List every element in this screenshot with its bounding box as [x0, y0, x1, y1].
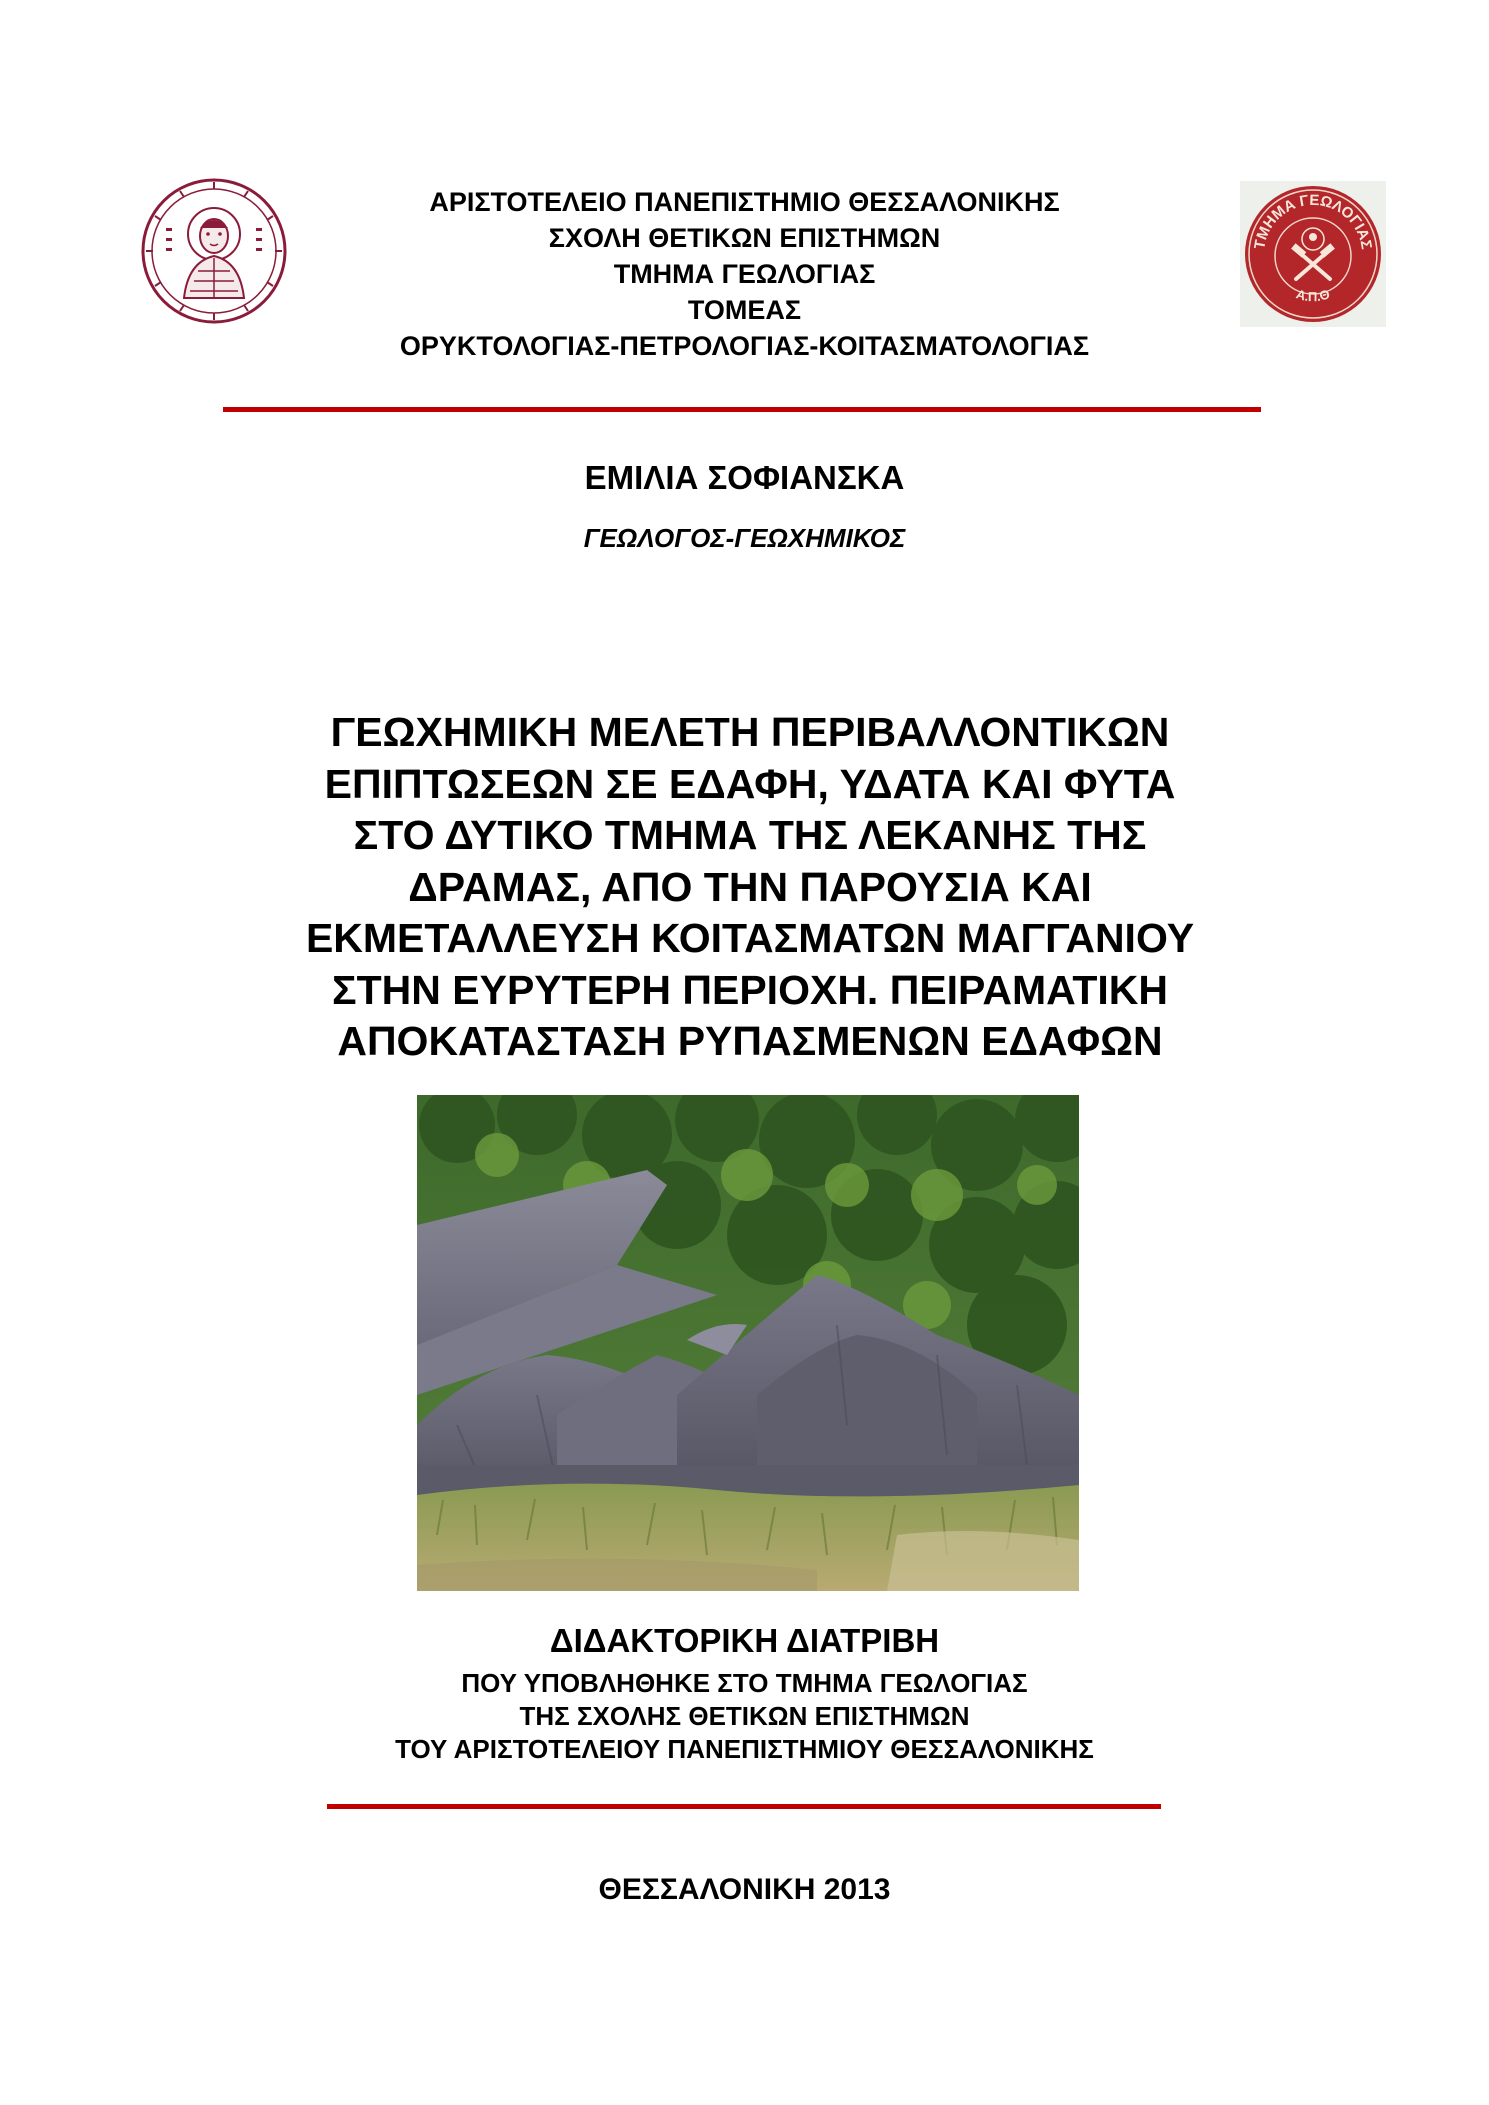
title-line: ΕΠΙΠΤΩΣΕΩΝ ΣΕ ΕΔΑΦΗ, ΥΔΑΤΑ ΚΑΙ ΦΥΤΑ: [324, 760, 1176, 807]
thesis-submission: [0, 1667, 1489, 1766]
department-name: ΤΜΗΜΑ ΓΕΩΛΟΓΙΑΣ: [613, 259, 876, 289]
svg-text:Α.Π.Θ: Α.Π.Θ: [1294, 286, 1332, 305]
title-line: ΕΚΜΕΤΑΛΛΕΥΣΗ ΚΟΙΤΑΣΜΑΤΩΝ ΜΑΓΓΑΝΙΟΥ: [305, 915, 1195, 961]
sector-name: ΟΡΥΚΤΟΛΟΓΙΑΣ-ΠΕΤΡΟΛΟΓΙΑΣ-ΚΟΙΤΑΣΜΑΤΟΛΟΓΙΑΣ: [399, 331, 1090, 361]
submission-line: ΤΟΥ ΑΡΙΣΤΟΤΕΛΕΙΟΥ ΠΑΝΕΠΙΣΤΗΜΙΟΥ ΘΕΣΣΑΛΟΝΙΚΗΣ: [395, 1734, 1094, 1764]
footer-divider: [327, 1804, 1161, 1809]
thesis-type: ΔΙΔΑΚΤΟΡΙΚΗ ΔΙΑΤΡΙΒΗ: [549, 1622, 940, 1659]
university-name: ΑΡΙΣΤΟΤΕΛΕΙΟ ΠΑΝΕΠΙΣΤΗΜΙΟ ΘΕΣΣΑΛΟΝΙΚΗΣ: [429, 187, 1060, 217]
author-profession: ΓΕΩΛΟΓΟΣ-ΓΕΩΧΗΜΙΚΟΣ: [583, 523, 906, 553]
header-divider: [223, 407, 1261, 412]
title-line: ΑΠΟΚΑΤΑΣΤΑΣΗ ΡΥΠΑΣΜΕΝΩΝ ΕΔΑΦΩΝ: [337, 1018, 1163, 1064]
author-name: ΕΜΙΛΙΑ ΣΟΦΙΑΝΣΚΑ: [584, 459, 905, 496]
school-name: ΣΧΟΛΗ ΘΕΤΙΚΩΝ ΕΠΙΣΤΗΜΩΝ: [548, 223, 941, 253]
title-line: ΣΤΟ ΔΥΤΙΚΟ ΤΜΗΜΑ ΤΗΣ ΛΕΚΑΝΗΣ ΤΗΣ: [353, 812, 1147, 858]
title-line: ΣΤΗΝ ΕΥΡΥΤΕΡΗ ΠΕΡΙΟΧΗ. ΠΕΙΡΑΜΑΤΙΚΗ: [332, 966, 1168, 1013]
geology-department-seal-icon: [1240, 181, 1386, 327]
sector-label: ΤΟΜΕΑΣ: [687, 295, 802, 325]
svg-text:ΤΜΗΜΑ ΓΕΩΛΟΓΙΑΣ: ΤΜΗΜΑ ΓΕΩΛΟΓΙΑΣ: [1251, 191, 1375, 251]
title-line: ΓΕΩΧΗΜΙΚΗ ΜΕΛΕΤΗ ΠΕΡΙΒΑΛΛΟΝΤΙΚΩΝ: [330, 709, 1170, 755]
place-year: ΘΕΣΣΑΛΟΝΙΚΗ 2013: [598, 1873, 891, 1906]
thesis-title: [230, 707, 1270, 1068]
submission-line: ΤΗΣ ΣΧΟΛΗΣ ΘΕΤΙΚΩΝ ΕΠΙΣΤΗΜΩΝ: [519, 1701, 970, 1731]
title-line: ΔΡΑΜΑΣ, ΑΠΟ ΤΗΝ ΠΑΡΟΥΣΙΑ ΚΑΙ: [408, 863, 1092, 910]
submission-line: ΠΟΥ ΥΠΟΒΛΗΘΗΚΕ ΣΤΟ ΤΜΗΜΑ ΓΕΩΛΟΓΙΑΣ: [461, 1668, 1028, 1698]
mine-tailings-photo: [417, 1095, 1079, 1591]
